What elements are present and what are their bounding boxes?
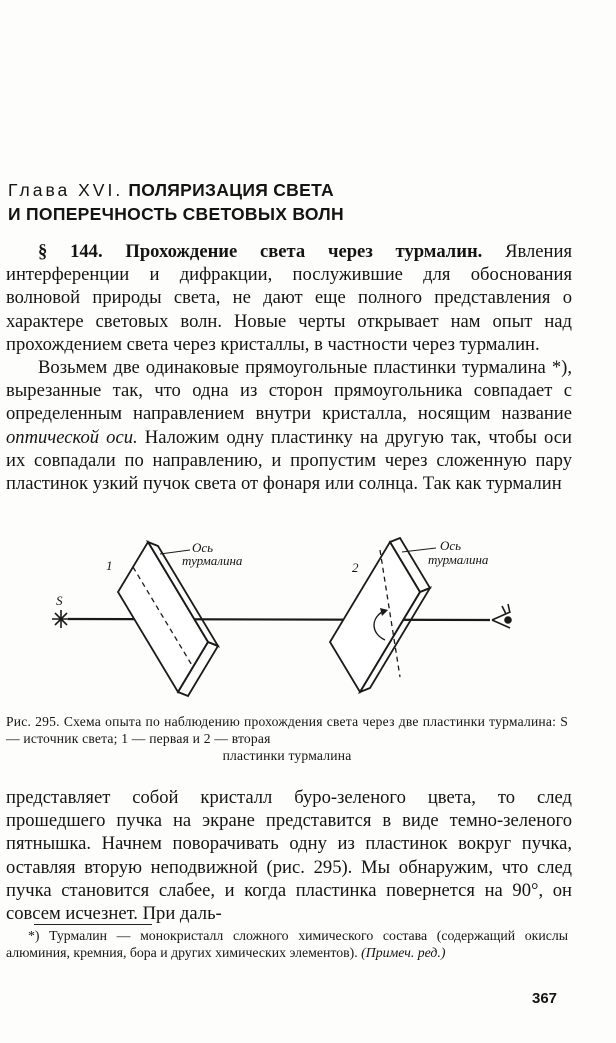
axis-label-2-top: Ось bbox=[440, 538, 462, 553]
chapter-heading bbox=[8, 178, 568, 226]
paragraph-2-text-b: Наложим одну пластинку на другую так, чтобы оси их совпадали по направлению, и пропустим через сложенную пару пластинок узкий пучок света от фонаря или солнца. Так как турмалин bbox=[6, 426, 572, 495]
page-number: 367 bbox=[532, 990, 558, 1007]
axis-label-2-bottom: турмалина bbox=[428, 552, 489, 567]
caption-line-2: пластинки турмалина bbox=[222, 748, 352, 763]
chapter-title-line2: И ПОПЕРЕЧНОСТЬ СВЕТОВЫХ ВОЛН bbox=[8, 204, 344, 224]
section-text-top bbox=[6, 240, 572, 495]
paragraph-3: представляет собой кристалл буро-зеленого цвета, то след прошедшего пучка на экране представится в виде темно-зеленого пятнышка. Начнем поворачивать одну из пластинок вокруг пучка, оставляя вторую неподвижной (рис. 295). Мы обнаружим, что след пучка становится слабее, и когда пластинка повернется на 90°, он совсем исчезнет. При даль- bbox=[6, 787, 572, 925]
axis-label-1 bbox=[182, 540, 243, 568]
plate-2-label: 2 bbox=[352, 560, 359, 575]
axis-label-1-top: Ось bbox=[192, 540, 214, 555]
plate-1-label: 1 bbox=[106, 558, 113, 573]
light-beam-line bbox=[68, 619, 490, 620]
light-source-icon bbox=[52, 610, 70, 628]
section-text-bottom bbox=[6, 786, 572, 925]
tourmaline-plate-2 bbox=[330, 538, 430, 692]
caption-line-1: Рис. 295. Схема опыта по наблюдению прохождения света через две пластинки турмалина: S — источник света; 1 — первая и 2 — вторая bbox=[6, 714, 568, 746]
figure-295 bbox=[40, 532, 560, 707]
footnote-divider bbox=[34, 924, 152, 925]
paragraph-1-text: Явления интерференции и дифракции, послужившие для обоснования волновой природы света, не дают еще полного представления о характере световых волн. Новые черты открывает нам опыт над прохождением света через кристаллы, в частности через турмалин. bbox=[6, 241, 572, 355]
footnote-note: (Примеч. ред.) bbox=[361, 945, 446, 961]
paragraph-2 bbox=[6, 356, 572, 495]
optical-axis-term: оптической оси. bbox=[6, 426, 138, 448]
source-label: S bbox=[56, 593, 63, 608]
section-heading: § 144. Прохождение света через турмалин. bbox=[38, 241, 483, 262]
chapter-label: Глава XVI. bbox=[8, 180, 124, 200]
axis-label-1-bottom: турмалина bbox=[182, 553, 243, 568]
footnote bbox=[6, 927, 568, 962]
paragraph-1 bbox=[6, 240, 572, 356]
figure-caption bbox=[6, 713, 568, 764]
footnote-text: *) Турмалин — монокристалл сложного химического состава (содержащий окислы алюминия, кремния, бора и других химических элементов). bbox=[6, 928, 568, 961]
eye-icon bbox=[492, 604, 511, 628]
paragraph-2-text-a: Возьмем две одинаковые прямоугольные пластинки турмалина *), вырезанные так, что одна из сторон прямоугольника совпадает с определенным направлением внутри кристалла, носящим название bbox=[6, 357, 572, 425]
chapter-heading-line1 bbox=[8, 178, 568, 202]
chapter-title-line1: ПОЛЯРИЗАЦИЯ СВЕТА bbox=[128, 180, 334, 200]
axis-label-2 bbox=[428, 538, 489, 567]
